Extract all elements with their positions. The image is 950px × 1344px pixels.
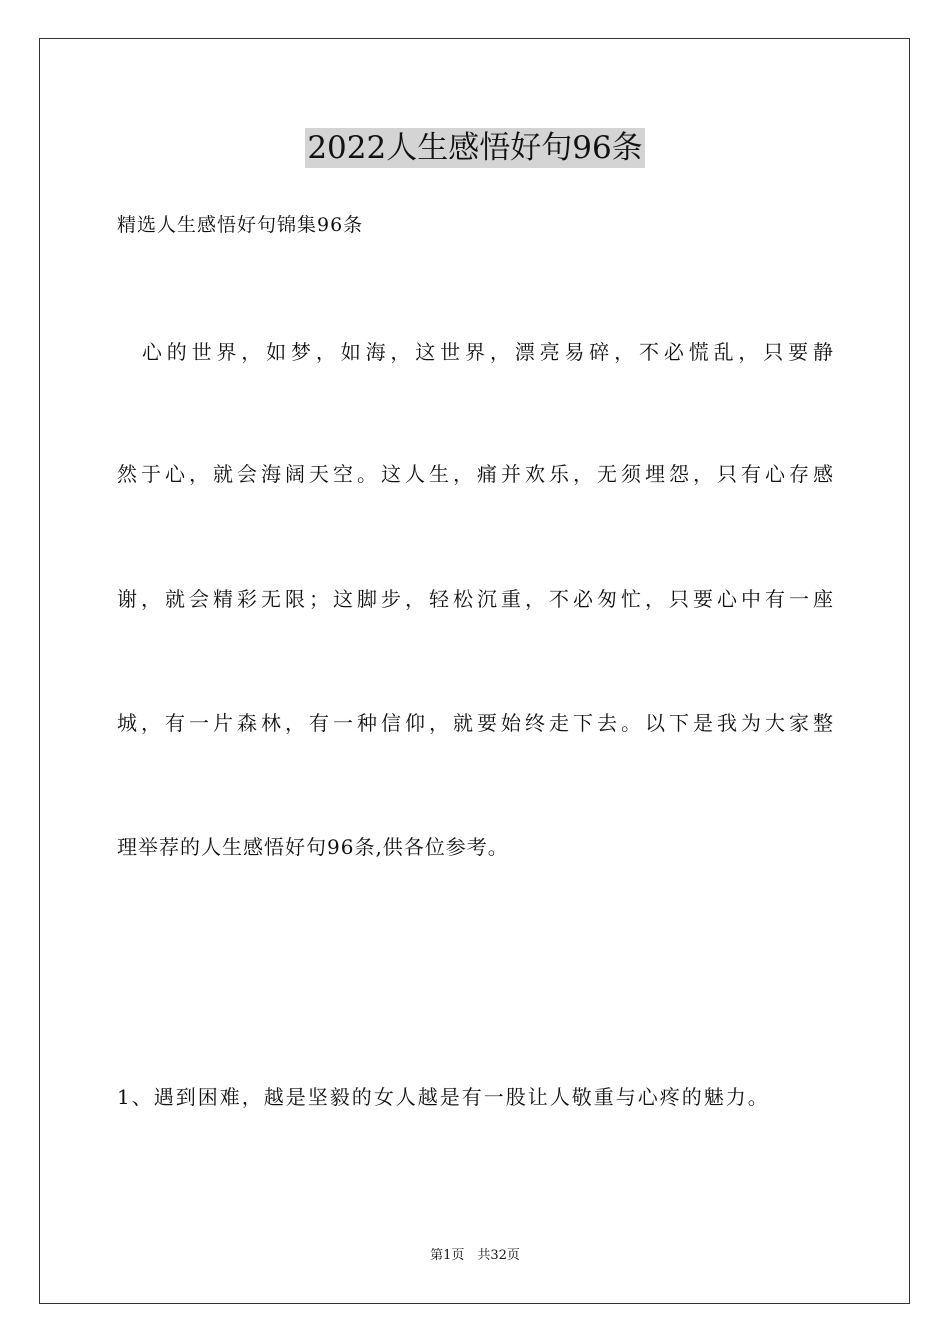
page-number-footer: 第1页 共32页: [430, 1248, 520, 1263]
document-subtitle: 精选人生感悟好句锦集96条: [117, 214, 364, 236]
document-title: 2022人生感悟好句96条: [307, 130, 643, 166]
intro-line-4: 城，有一片森林，有一种信仰，就要始终走下去。以下是我为大家整: [117, 711, 833, 735]
intro-line-1: 心的世界，如梦，如海，这世界，漂亮易碎，不必慌乱，只要静: [117, 340, 833, 364]
intro-line-2: 然于心，就会海阔天空。这人生，痛并欢乐，无须埋怨，只有心存感: [117, 462, 833, 486]
title-container: [0, 128, 950, 168]
intro-line-5: 理举荐的人生感悟好句96条,供各位参考。: [117, 835, 509, 859]
intro-line-3: 谢，就会精彩无限；这脚步，轻松沉重，不必匆忙，只要心中有一座: [117, 587, 833, 611]
list-item: 1、遇到困难，越是坚毅的女人越是有一股让人敬重与心疼的魅力。: [117, 1085, 770, 1109]
